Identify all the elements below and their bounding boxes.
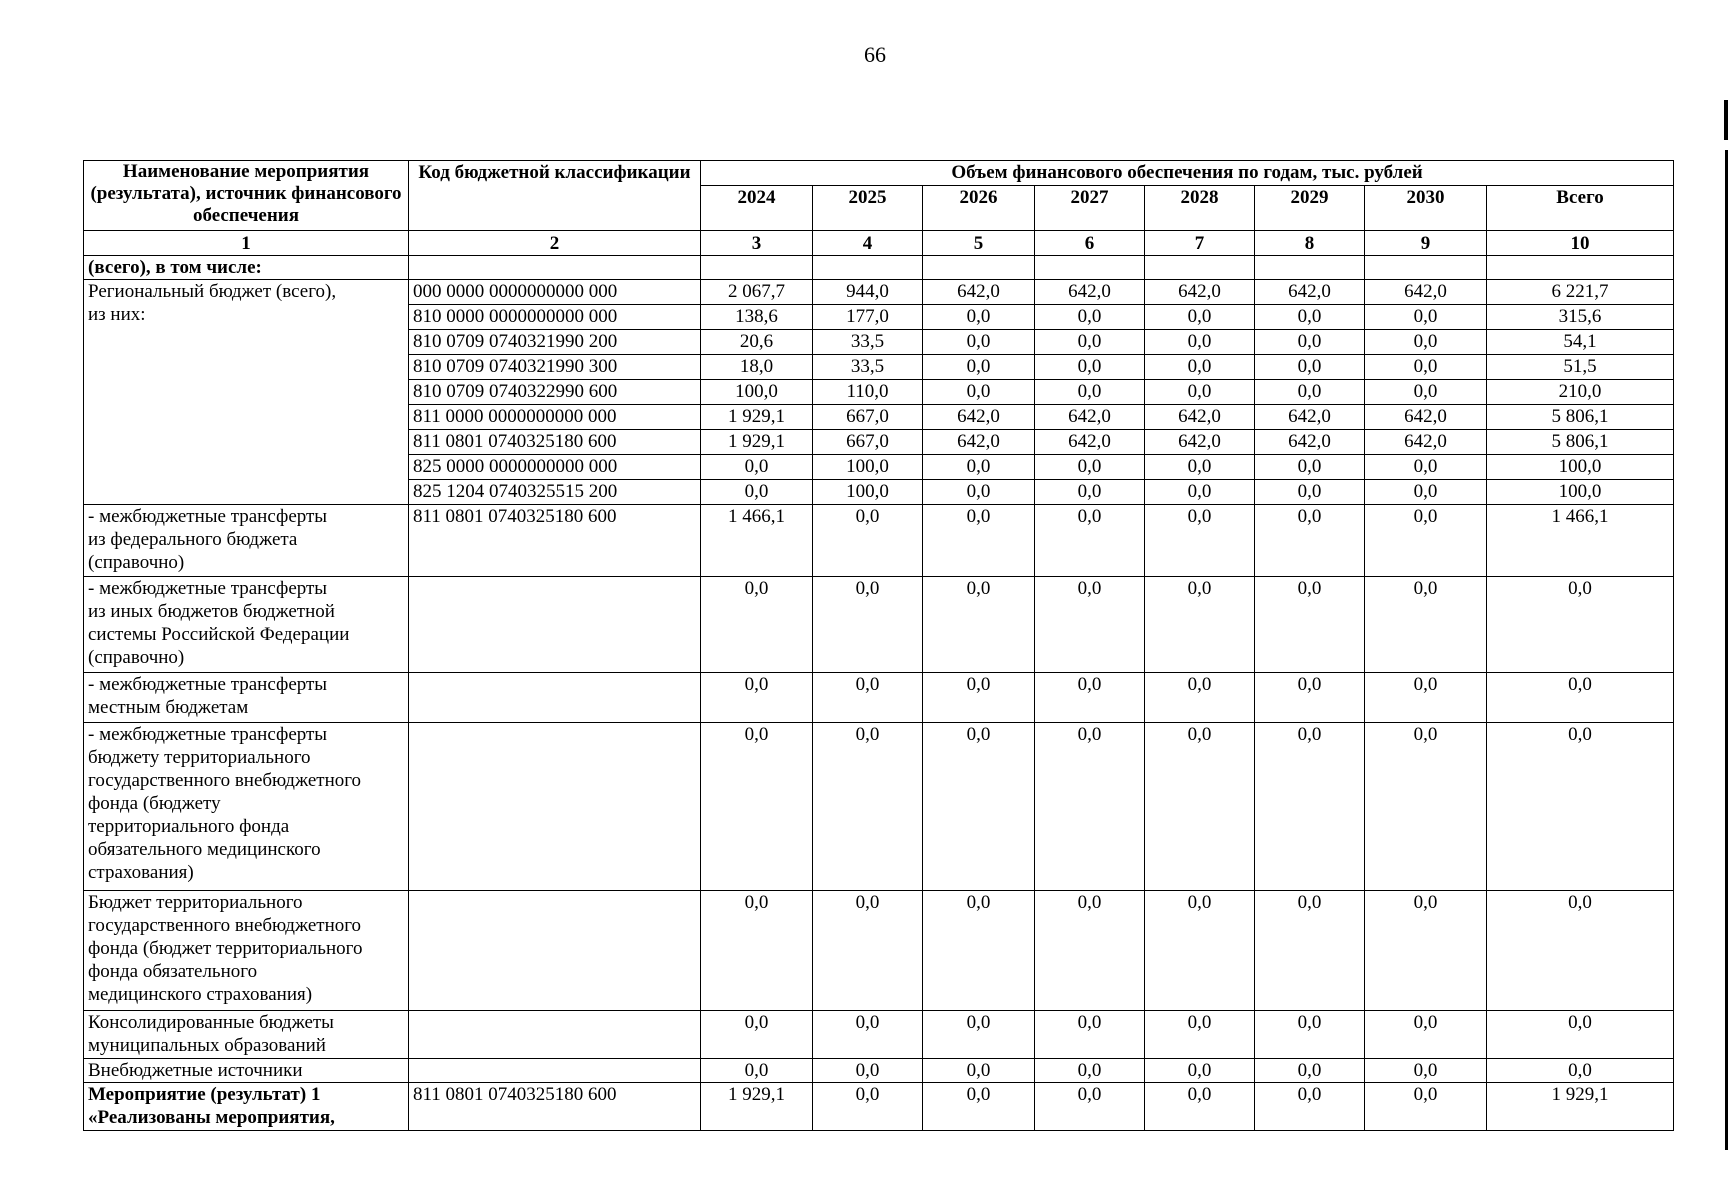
value-cell: 642,0: [1365, 430, 1487, 455]
value-cell: 5 806,1: [1487, 430, 1674, 455]
value-cell: 0,0: [1145, 577, 1255, 673]
value-cell: 1 929,1: [1487, 1083, 1674, 1131]
value-cell: 2 067,7: [701, 280, 813, 305]
value-cell: 0,0: [1255, 480, 1365, 505]
value-cell: 0,0: [923, 455, 1035, 480]
value-cell: 20,6: [701, 330, 813, 355]
table-row: [84, 673, 1674, 723]
table-row: [84, 723, 1674, 891]
value-cell: 0,0: [1035, 505, 1145, 577]
value-cell: 642,0: [1145, 280, 1255, 305]
value-cell: 0,0: [1035, 355, 1145, 380]
value-cell: 0,0: [701, 723, 813, 891]
measure-label: Мероприятие (результат) 1 «Реализованы мероприятия,: [84, 1083, 409, 1131]
value-cell: 0,0: [701, 891, 813, 1011]
value-cell: 0,0: [1487, 673, 1674, 723]
header-year: 2028: [1145, 186, 1255, 231]
value-cell: 0,0: [813, 891, 923, 1011]
value-cell: 0,0: [923, 380, 1035, 405]
value-cell: 5 806,1: [1487, 405, 1674, 430]
value-cell: 0,0: [1365, 673, 1487, 723]
value-cell: 642,0: [1035, 280, 1145, 305]
header-year: Всего: [1487, 186, 1674, 231]
value-cell: 0,0: [923, 891, 1035, 1011]
budget-code: 810 0709 0740322990 600: [409, 380, 701, 405]
header-year: 2024: [701, 186, 813, 231]
value-cell: 0,0: [1365, 305, 1487, 330]
budget-code: [409, 723, 701, 891]
budget-code: 810 0709 0740321990 300: [409, 355, 701, 380]
value-cell: 0,0: [1365, 723, 1487, 891]
value-cell: 210,0: [1487, 380, 1674, 405]
value-cell: 0,0: [1365, 455, 1487, 480]
value-cell: 0,0: [1365, 577, 1487, 673]
value-cell: 0,0: [923, 330, 1035, 355]
value-cell: 0,0: [1035, 455, 1145, 480]
table-row: [84, 280, 1674, 305]
value-cell: 0,0: [1365, 480, 1487, 505]
value-cell: 0,0: [1145, 330, 1255, 355]
budget-code: [409, 1059, 701, 1083]
value-cell: 0,0: [923, 355, 1035, 380]
value-cell: 33,5: [813, 355, 923, 380]
header-code: Код бюджетной классификации: [409, 161, 701, 231]
value-cell: 0,0: [923, 1083, 1035, 1131]
value-cell: 0,0: [1365, 1059, 1487, 1083]
value-cell: 0,0: [1255, 380, 1365, 405]
budget-code: 825 0000 0000000000 000: [409, 455, 701, 480]
value-cell: 667,0: [813, 405, 923, 430]
header-year: 2027: [1035, 186, 1145, 231]
value-cell: 0,0: [1035, 577, 1145, 673]
value-cell: 6 221,7: [1487, 280, 1674, 305]
value-cell: 0,0: [1365, 380, 1487, 405]
value-cell: 0,0: [813, 1011, 923, 1059]
value-cell: 0,0: [1365, 891, 1487, 1011]
value-cell: 642,0: [1035, 430, 1145, 455]
source-label: Консолидированные бюджеты муниципальных образований: [84, 1011, 409, 1059]
table-row: [84, 891, 1674, 1011]
budget-code: 811 0000 0000000000 000: [409, 405, 701, 430]
value-cell: 0,0: [1035, 673, 1145, 723]
value-cell: 0,0: [1145, 673, 1255, 723]
value-cell: 0,0: [1145, 380, 1255, 405]
value-cell: 1 929,1: [701, 1083, 813, 1131]
value-cell: 0,0: [701, 480, 813, 505]
value-cell: 667,0: [813, 430, 923, 455]
table-row: [84, 1083, 1674, 1131]
value-cell: 1 929,1: [701, 430, 813, 455]
value-cell: 0,0: [1365, 1011, 1487, 1059]
value-cell: 315,6: [1487, 305, 1674, 330]
regional-budget-label: Региональный бюджет (всего), из них:: [84, 280, 409, 505]
value-cell: 1 466,1: [701, 505, 813, 577]
value-cell: 138,6: [701, 305, 813, 330]
value-cell: 0,0: [701, 577, 813, 673]
header-year: 2029: [1255, 186, 1365, 231]
value-cell: 0,0: [1255, 723, 1365, 891]
source-label: - межбюджетные трансферты из иных бюджетов бюджетной системы Российской Федерации (справочно): [84, 577, 409, 673]
budget-code: 000 0000 0000000000 000: [409, 280, 701, 305]
value-cell: 0,0: [923, 480, 1035, 505]
value-cell: 0,0: [923, 723, 1035, 891]
value-cell: 100,0: [813, 455, 923, 480]
value-cell: 0,0: [1255, 1059, 1365, 1083]
value-cell: 642,0: [1035, 405, 1145, 430]
value-cell: 0,0: [1487, 1011, 1674, 1059]
value-cell: 0,0: [923, 577, 1035, 673]
value-cell: 0,0: [923, 1059, 1035, 1083]
value-cell: 0,0: [1035, 891, 1145, 1011]
source-label: Внебюджетные источники: [84, 1059, 409, 1083]
budget-table: [83, 160, 1674, 1131]
budget-code: 811 0801 0740325180 600: [409, 430, 701, 455]
value-cell: 0,0: [1255, 455, 1365, 480]
header-name: Наименование мероприятия (результата), источник финансового обеспечения: [84, 161, 409, 231]
value-cell: 0,0: [813, 577, 923, 673]
budget-code: [409, 891, 701, 1011]
value-cell: 0,0: [1035, 480, 1145, 505]
value-cell: 0,0: [1487, 891, 1674, 1011]
value-cell: 642,0: [923, 280, 1035, 305]
value-cell: 0,0: [923, 673, 1035, 723]
value-cell: 0,0: [1365, 505, 1487, 577]
value-cell: 944,0: [813, 280, 923, 305]
value-cell: 0,0: [1035, 380, 1145, 405]
scan-edge-mark: [1724, 100, 1728, 140]
column-number: 2: [409, 231, 701, 256]
budget-code: 810 0000 0000000000 000: [409, 305, 701, 330]
budget-code: 825 1204 0740325515 200: [409, 480, 701, 505]
budget-code: [409, 1011, 701, 1059]
header-year: 2025: [813, 186, 923, 231]
value-cell: 100,0: [1487, 455, 1674, 480]
value-cell: 0,0: [1145, 305, 1255, 330]
value-cell: 0,0: [1255, 891, 1365, 1011]
value-cell: 0,0: [813, 723, 923, 891]
header-group: Объем финансового обеспечения по годам, тыс. рублей: [701, 161, 1674, 186]
value-cell: 0,0: [1145, 1083, 1255, 1131]
value-cell: 0,0: [1035, 305, 1145, 330]
column-number: 4: [813, 231, 923, 256]
column-number: 9: [1365, 231, 1487, 256]
header-year: 2030: [1365, 186, 1487, 231]
table-row: [84, 505, 1674, 577]
total-label: (всего), в том числе:: [84, 256, 409, 280]
value-cell: 0,0: [1487, 577, 1674, 673]
value-cell: 0,0: [1145, 455, 1255, 480]
value-cell: 0,0: [1365, 1083, 1487, 1131]
value-cell: 0,0: [923, 505, 1035, 577]
value-cell: 0,0: [1255, 330, 1365, 355]
value-cell: 0,0: [1255, 577, 1365, 673]
budget-code: 811 0801 0740325180 600: [409, 1083, 701, 1131]
value-cell: 0,0: [701, 1059, 813, 1083]
source-label: - межбюджетные трансферты бюджету территориального государственного внебюджетного фонда (бюджету территориального фонда обязательного медицинского страхования): [84, 723, 409, 891]
value-cell: 0,0: [1255, 505, 1365, 577]
value-cell: 642,0: [1145, 430, 1255, 455]
column-number: 5: [923, 231, 1035, 256]
value-cell: 100,0: [1487, 480, 1674, 505]
value-cell: 642,0: [1255, 405, 1365, 430]
value-cell: 642,0: [1255, 430, 1365, 455]
value-cell: 0,0: [1145, 1011, 1255, 1059]
value-cell: 54,1: [1487, 330, 1674, 355]
source-label: - межбюджетные трансферты из федерального бюджета (справочно): [84, 505, 409, 577]
value-cell: 0,0: [1255, 355, 1365, 380]
value-cell: 0,0: [701, 1011, 813, 1059]
value-cell: 0,0: [701, 455, 813, 480]
value-cell: 0,0: [1035, 1059, 1145, 1083]
value-cell: 0,0: [1035, 330, 1145, 355]
budget-code: 810 0709 0740321990 200: [409, 330, 701, 355]
value-cell: 0,0: [813, 505, 923, 577]
value-cell: 642,0: [1365, 280, 1487, 305]
page-number: 66: [864, 42, 886, 67]
value-cell: 177,0: [813, 305, 923, 330]
value-cell: 0,0: [1145, 891, 1255, 1011]
column-number: 3: [701, 231, 813, 256]
value-cell: 1 929,1: [701, 405, 813, 430]
value-cell: 0,0: [923, 305, 1035, 330]
budget-code: [409, 673, 701, 723]
value-cell: 642,0: [1365, 405, 1487, 430]
value-cell: 642,0: [923, 405, 1035, 430]
source-label: Бюджет территориального государственного внебюджетного фонда (бюджет территориального фонда обязательного медицинского страхования): [84, 891, 409, 1011]
header-year: 2026: [923, 186, 1035, 231]
value-cell: 0,0: [1145, 723, 1255, 891]
value-cell: 0,0: [1145, 1059, 1255, 1083]
table-row: [84, 1011, 1674, 1059]
column-number: 10: [1487, 231, 1674, 256]
value-cell: 0,0: [923, 1011, 1035, 1059]
value-cell: 0,0: [1487, 723, 1674, 891]
value-cell: 0,0: [1255, 1011, 1365, 1059]
value-cell: 0,0: [1035, 1083, 1145, 1131]
value-cell: 0,0: [1255, 1083, 1365, 1131]
value-cell: 100,0: [701, 380, 813, 405]
value-cell: 0,0: [1035, 723, 1145, 891]
table-row: [84, 1059, 1674, 1083]
budget-code: 811 0801 0740325180 600: [409, 505, 701, 577]
value-cell: 0,0: [1035, 1011, 1145, 1059]
value-cell: 0,0: [1255, 673, 1365, 723]
value-cell: 0,0: [813, 1059, 923, 1083]
value-cell: 110,0: [813, 380, 923, 405]
source-label: - межбюджетные трансферты местным бюджетам: [84, 673, 409, 723]
column-number: 7: [1145, 231, 1255, 256]
value-cell: 33,5: [813, 330, 923, 355]
value-cell: 0,0: [813, 1083, 923, 1131]
value-cell: 0,0: [1145, 480, 1255, 505]
column-number: 6: [1035, 231, 1145, 256]
value-cell: 0,0: [1145, 505, 1255, 577]
value-cell: 0,0: [1145, 355, 1255, 380]
value-cell: 51,5: [1487, 355, 1674, 380]
budget-code: [409, 577, 701, 673]
value-cell: 100,0: [813, 480, 923, 505]
value-cell: 0,0: [1487, 1059, 1674, 1083]
column-number: 8: [1255, 231, 1365, 256]
column-number: 1: [84, 231, 409, 256]
value-cell: 0,0: [1365, 355, 1487, 380]
table-row: [84, 577, 1674, 673]
value-cell: 642,0: [923, 430, 1035, 455]
value-cell: 642,0: [1255, 280, 1365, 305]
value-cell: 0,0: [1365, 330, 1487, 355]
value-cell: 642,0: [1145, 405, 1255, 430]
value-cell: 0,0: [813, 673, 923, 723]
value-cell: 0,0: [1255, 305, 1365, 330]
value-cell: 18,0: [701, 355, 813, 380]
value-cell: 0,0: [701, 673, 813, 723]
value-cell: 1 466,1: [1487, 505, 1674, 577]
